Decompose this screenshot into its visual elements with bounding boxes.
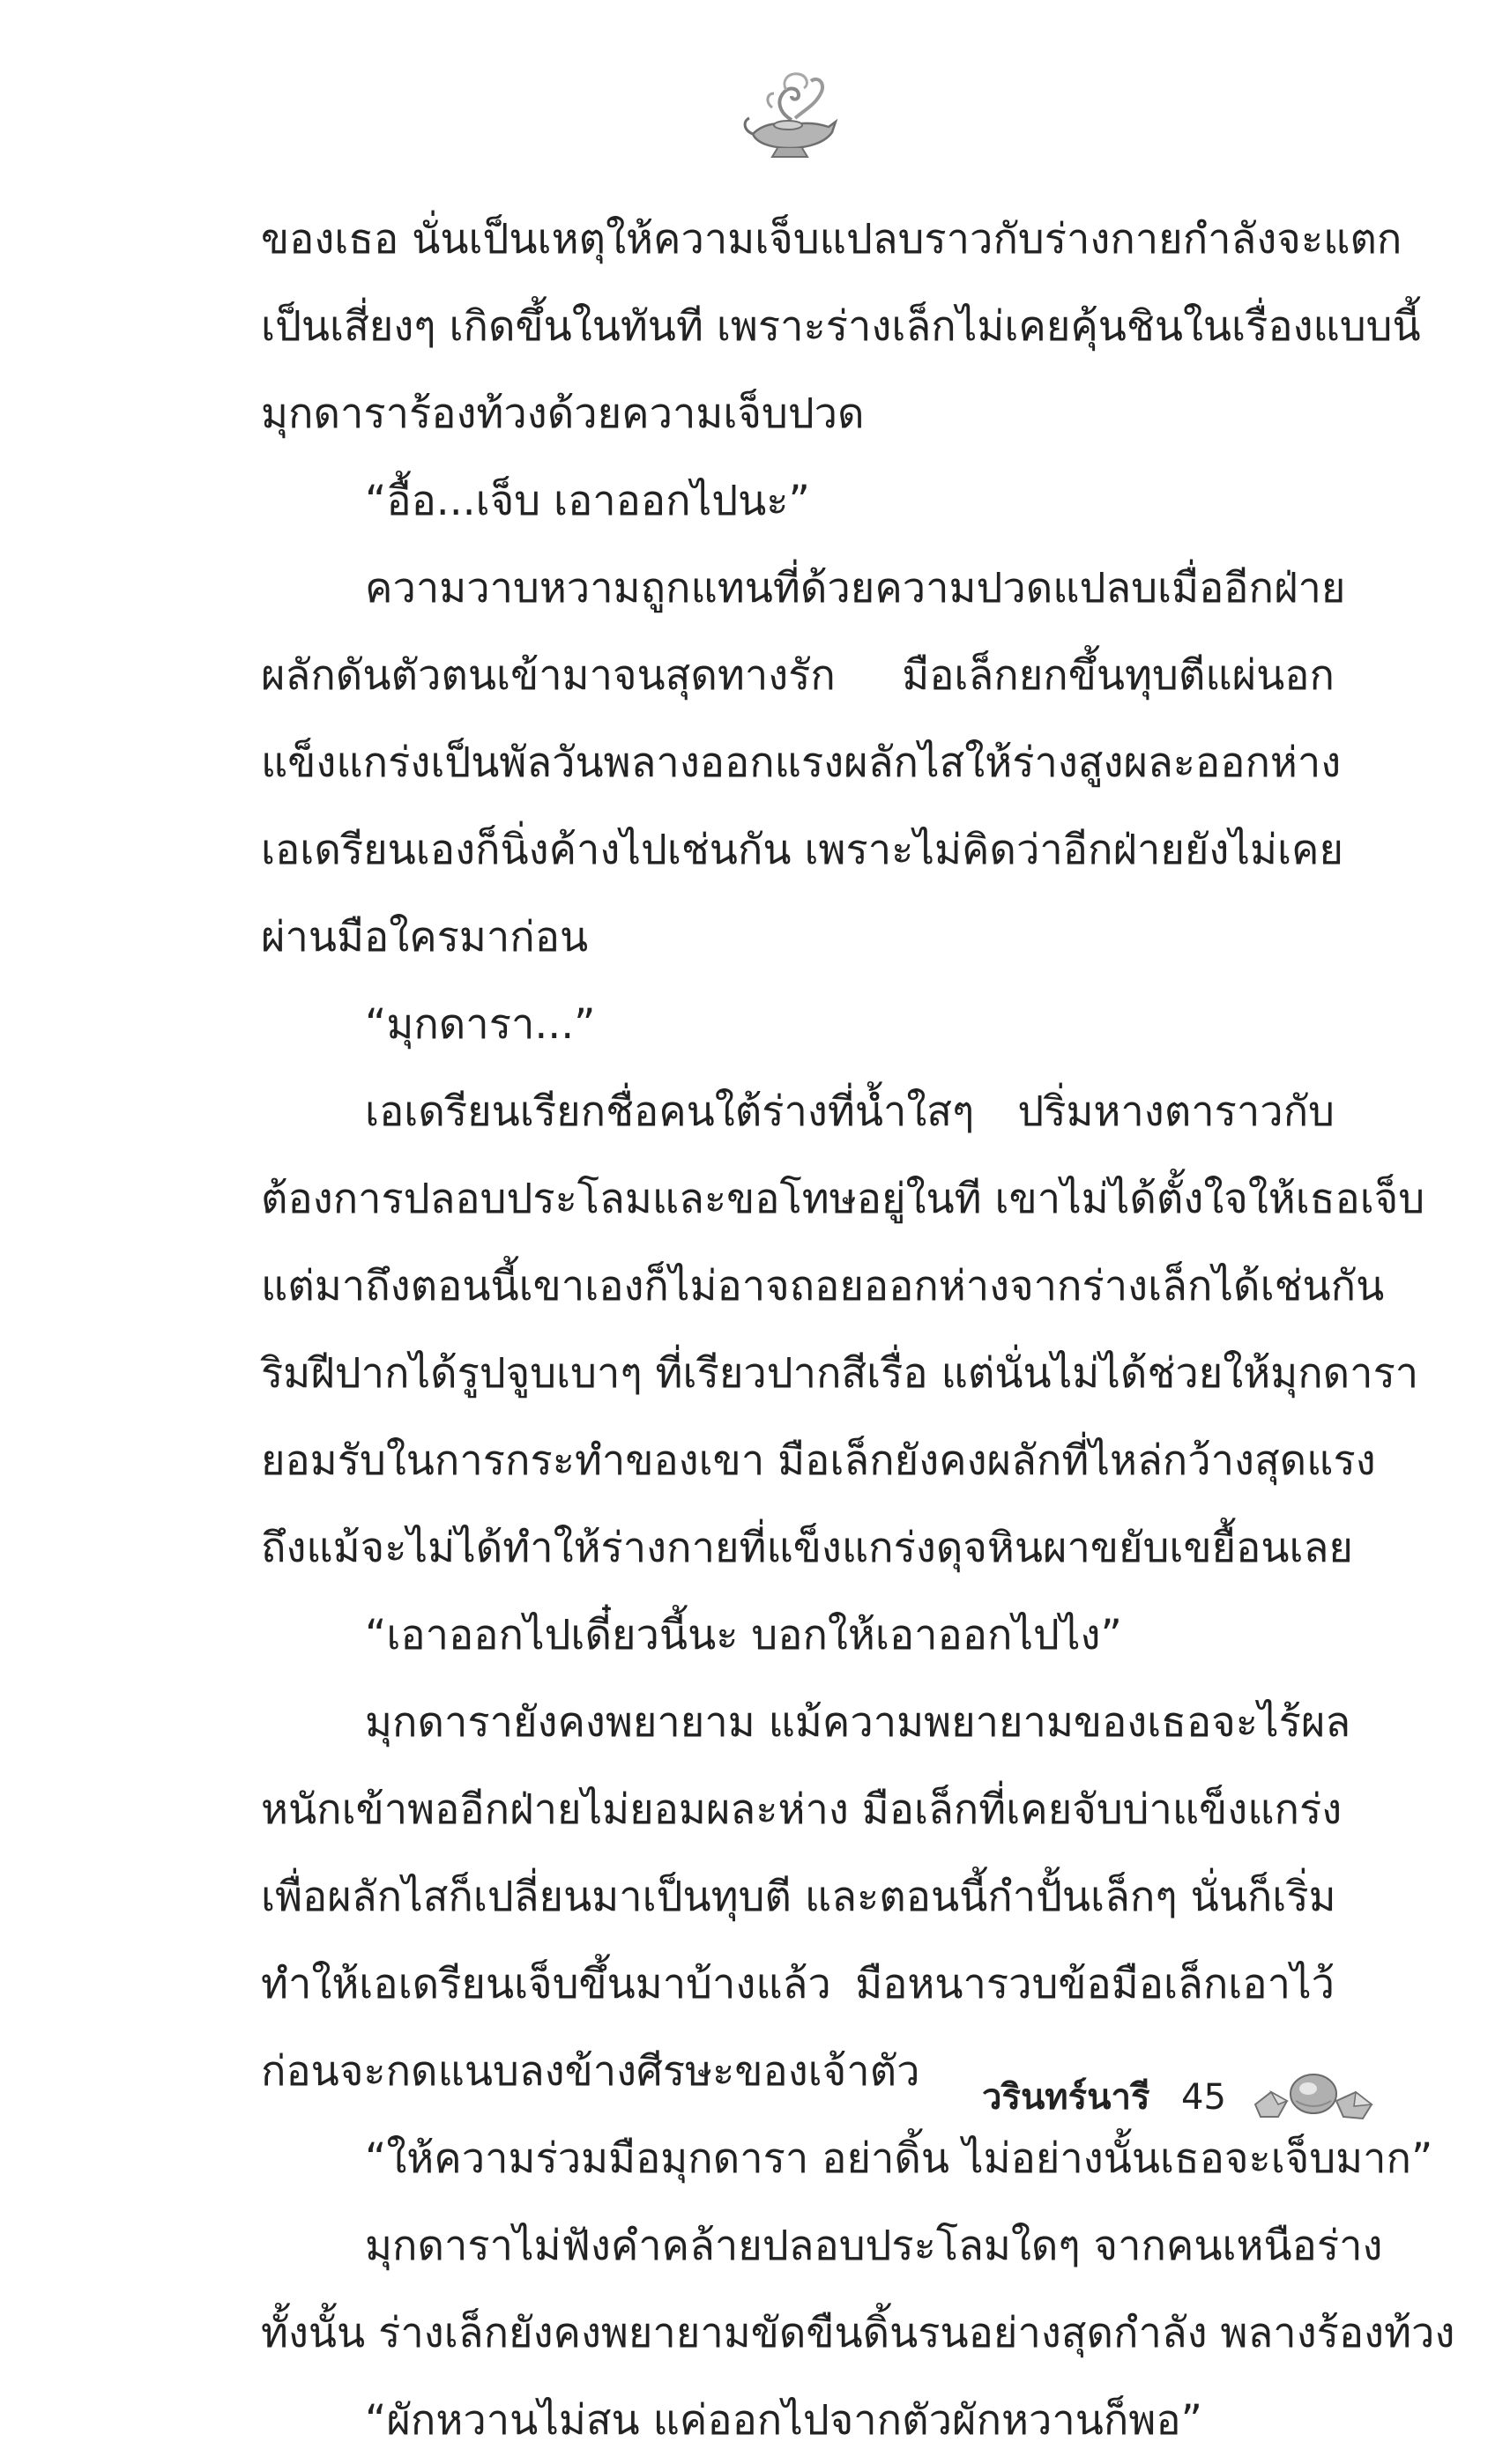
text-line: ทั้งนั้น ร่างเล็กยังคงพยายามขัดขืนดิ้นรนอย่างสุดกำลัง พลางร้องท้วง [261, 2309, 1455, 2357]
text-line: แข็งแกร่งเป็นพัลวันพลางออกแรงผลักไสให้ร่างสูงผละออกห่าง [261, 738, 1342, 787]
text-line: ถึงแม้จะไม่ได้ทำให้ร่างกายที่แข็งแกร่งดุจหินผาขยับเขยื้อนเลย [261, 1524, 1353, 1572]
paragraph-start: มุกดาราไม่ฟังคำคล้ายปลอบประโลมใดๆ จากคนเหนือร่าง [365, 2222, 1383, 2270]
page-footer [970, 2062, 1375, 2133]
book-title: วรินทร์นารี [982, 2077, 1150, 2118]
text-line: ผ่านมือใครมาก่อน [261, 913, 589, 961]
text-line: ผลักดันตัวตนเข้ามาจนสุดทางรัก มือเล็กยกขึ้นทุบตีแผ่นอก [261, 651, 1335, 700]
dialogue-line: “อื้อ...เจ็บ เอาออกไปนะ” [365, 477, 810, 525]
text-line: มุกดาราร้องท้วงด้วยความเจ็บปวด [261, 390, 865, 438]
text-line: แต่มาถึงตอนนี้เขาเองก็ไม่อาจถอยออกห่างจากร่างเล็กได้เช่นกัน [261, 1262, 1385, 1310]
gems-icon [1252, 2066, 1375, 2129]
dialogue-line: “เอาออกไปเดี๋ยวนี้นะ บอกให้เอาออกไปไง” [365, 1611, 1122, 1659]
dialogue-line: “ผักหวานไม่สน แค่ออกไปจากตัวผักหวานก็พอ” [365, 2396, 1202, 2445]
text-line: ก่อนจะกดแนบลงข้างศีรษะของเจ้าตัว [261, 2047, 920, 2096]
text-line: เอเดรียนเองก็นิ่งค้างไปเช่นกัน เพราะไม่คิดว่าอีกฝ่ายยังไม่เคย [261, 826, 1344, 874]
text-line: เพื่อผลักไสก็เปลี่ยนมาเป็นทุบตี และตอนนี้กำปั้นเล็กๆ นั่นก็เริ่ม [261, 1873, 1336, 1921]
text-line: ต้องการปลอบประโลมและขอโทษอยู่ในที เขาไม่ได้ตั้งใจให้เธอเจ็บ [261, 1175, 1425, 1223]
page-number: 45 [1181, 2077, 1226, 2118]
text-line: ของเธอ นั่นเป็นเหตุให้ความเจ็บแปลบราวกับร่างกายกำลังจะแตก [261, 215, 1402, 263]
dialogue-line: “มุกดารา...” [365, 1000, 596, 1049]
text-line: ทำให้เอเดรียนเจ็บขึ้นมาบ้างแล้ว มือหนารวบข้อมือเล็กเอาไว้ [261, 1960, 1335, 2008]
text-line: ริมฝีปากได้รูปจูบเบาๆ ที่เรียวปากสีเรื่อ แต่นั่นไม่ได้ช่วยให้มุกดารา [261, 1349, 1419, 1398]
paragraph-start: เอเดรียนเรียกชื่อคนใต้ร่างที่น้ำใสๆ ปริ่มหางตาราวกับ [365, 1087, 1335, 1136]
text-line: หนักเข้าพออีกฝ่ายไม่ยอมผละห่าง มือเล็กที่เคยจับบ่าแข็งแกร่ง [261, 1785, 1343, 1834]
genie-lamp-icon [737, 69, 843, 166]
text-line: เป็นเสี่ยงๆ เกิดขึ้นในทันที เพราะร่างเล็กไม่เคยคุ้นชินในเรื่องแบบนี้ [261, 302, 1421, 351]
dialogue-line: “ให้ความร่วมมือมุกดารา อย่าดิ้น ไม่อย่างนั้นเธอจะเจ็บมาก” [365, 2134, 1433, 2183]
paragraph-start: ความวาบหวามถูกแทนที่ด้วยความปวดแปลบเมื่ออีกฝ่าย [365, 564, 1346, 612]
paragraph-start: มุกดารายังคงพยายาม แม้ความพยายามของเธอจะไร้ผล [365, 1698, 1351, 1747]
text-line: ยอมรับในการกระทำของเขา มือเล็กยังคงผลักที่ไหล่กว้างสุดแรง [261, 1436, 1376, 1485]
